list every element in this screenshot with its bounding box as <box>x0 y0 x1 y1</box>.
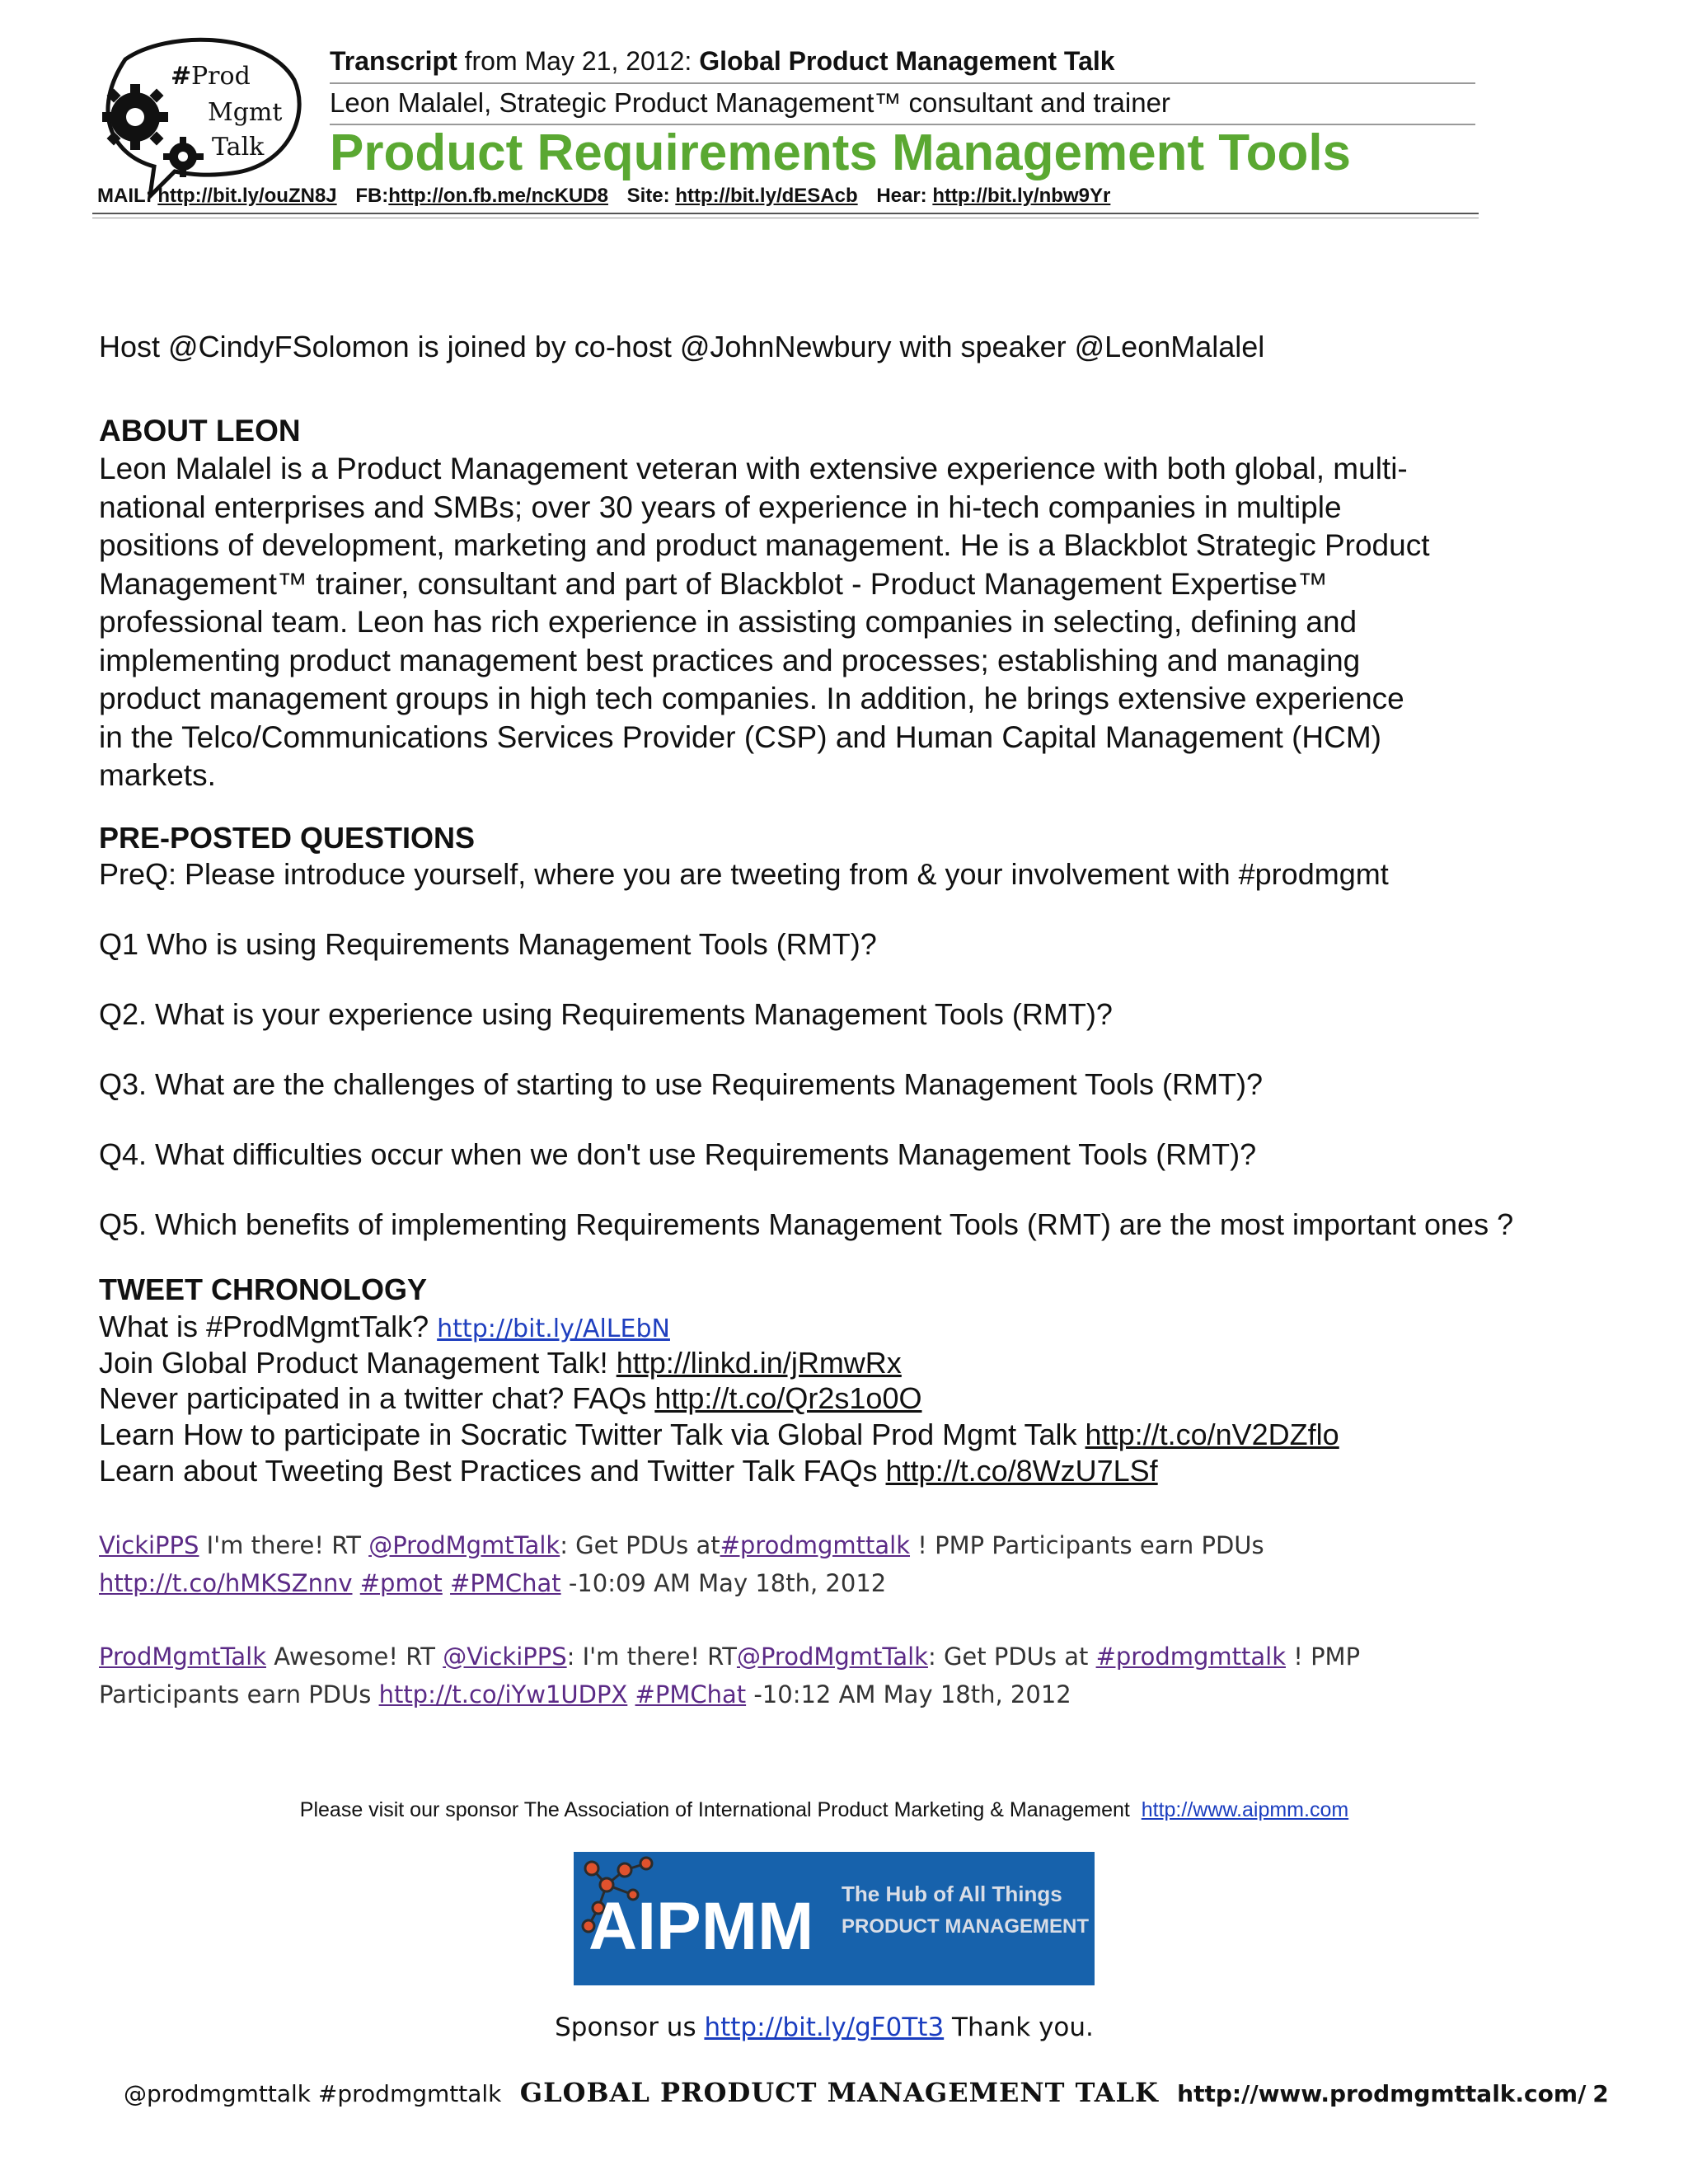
question-1: Q1 Who is using Requirements Management Tools (RMT)? <box>99 927 877 961</box>
question-5: Q5. Which benefits of implementing Requirements Management Tools (RMT) are the most important ones ? <box>99 1207 1514 1241</box>
question-2: Q2. What is your experience using Requirements Management Tools (RMT)? <box>99 997 1113 1031</box>
hashtag-link[interactable]: #pmot <box>359 1569 443 1597</box>
tweet-url-link[interactable]: http://t.co/iYw1UDPX <box>378 1680 628 1708</box>
about-line: Leon Malalel is a Product Management veteran with extensive experience with both global, multi- <box>99 452 1408 485</box>
hear-label: Hear: <box>876 185 927 207</box>
svg-text:Prod: Prod <box>191 62 251 91</box>
sponsor-us-text: Sponsor us <box>555 2013 696 2042</box>
mail-label: MAIL: <box>97 185 152 207</box>
preq: PreQ: Please introduce yourself, where you are tweeting from & your involvement with #prodmgmt <box>99 857 1389 891</box>
tweet-time: -10:09 AM May 18th, 2012 <box>568 1569 887 1597</box>
svg-text:#: # <box>171 62 192 91</box>
hear-link[interactable]: http://bit.ly/nbw9Yr <box>932 185 1111 207</box>
fb-label: FB: <box>355 185 389 207</box>
svg-text:AIPMM: AIPMM <box>588 1889 814 1964</box>
header-bottom-rule <box>92 213 1479 214</box>
chronology-line <box>99 1418 1339 1452</box>
about-line: product management groups in high tech companies. In addition, he brings extensive experience <box>99 682 1404 715</box>
chronology-line <box>99 1454 1158 1488</box>
chronology-text: What is #ProdMgmtTalk? <box>99 1310 429 1343</box>
gear-icon <box>102 84 168 150</box>
tweet-text: : Get PDUs at <box>927 1643 1089 1671</box>
preposted-heading: PRE-POSTED QUESTIONS <box>99 821 476 855</box>
footer-brand: GLOBAL PRODUCT MANAGEMENT TALK <box>519 2077 1159 2108</box>
site-link[interactable]: http://bit.ly/dESAcb <box>675 185 858 207</box>
sponsor-visit-line <box>0 1798 1648 1822</box>
question-3: Q3. What are the challenges of starting to use Requirements Management Tools (RMT)? <box>99 1067 1264 1101</box>
chronology-link[interactable]: http://t.co/nV2DZflo <box>1085 1418 1339 1451</box>
mail-link[interactable]: http://bit.ly/ouZN8J <box>157 185 337 207</box>
chronology-link[interactable]: http://t.co/Qr2s1o0O <box>654 1381 922 1415</box>
about-line: markets. <box>99 758 216 792</box>
page-title: Product Requirements Management Tools <box>330 124 1352 181</box>
sponsor-us-link[interactable]: http://bit.ly/gF0Tt3 <box>704 2013 945 2042</box>
fb-link[interactable]: http://on.fb.me/ncKUD8 <box>388 185 608 207</box>
svg-text:PRODUCT MANAGEMENT: PRODUCT MANAGEMENT <box>842 1915 1089 1938</box>
transcript-line <box>330 46 1115 77</box>
hashtag-link[interactable]: #PMChat <box>635 1680 747 1708</box>
site-label: Site: <box>626 185 670 207</box>
sponsor-visit-text: Please visit our sponsor The Association of International Product Marketing & Management <box>299 1798 1130 1821</box>
tweet-text: I'm there! RT <box>206 1531 361 1559</box>
chronology-text: Never participated in a twitter chat? FAQs <box>99 1381 647 1415</box>
tweet-text: ! PMP <box>1293 1643 1361 1671</box>
tweet-user-link[interactable]: VickiPPS <box>99 1531 199 1559</box>
tweet-text: Awesome! RT <box>274 1643 435 1671</box>
tweet-1 <box>99 1526 1550 1602</box>
prod-mgmt-talk-logo <box>92 35 307 199</box>
svg-text:Talk: Talk <box>212 133 265 162</box>
sponsor-us-line <box>0 2013 1648 2042</box>
tweet-user-link[interactable]: ProdMgmtTalk <box>99 1643 266 1671</box>
chronology-line <box>99 1381 921 1416</box>
footer-site[interactable]: http://www.prodmgmttalk.com/ <box>1177 2080 1587 2107</box>
hashtag-link[interactable]: #prodmgmttalk <box>720 1531 911 1559</box>
about-line: in the Telco/Communications Services Provider (CSP) and Human Capital Management (HCM) <box>99 719 1381 754</box>
footer-tags: @prodmgmttalk #prodmgmttalk <box>124 2080 502 2107</box>
sponsor-link[interactable]: http://www.aipmm.com <box>1141 1798 1349 1821</box>
chronology-link[interactable]: http://t.co/8WzU7LSf <box>885 1454 1158 1488</box>
tweet-text: Participants earn PDUs <box>99 1680 372 1708</box>
chronology-text: Join Global Product Management Talk! <box>99 1346 608 1380</box>
chronology-line <box>99 1346 902 1380</box>
speaker-line: Leon Malalel, Strategic Product Management™ consultant and trainer <box>330 87 1170 118</box>
about-heading: ABOUT LEON <box>99 414 301 448</box>
tweet-2 <box>99 1638 1550 1713</box>
svg-text:The Hub of All Things: The Hub of All Things <box>842 1882 1062 1906</box>
transcript-label: Transcript <box>330 46 457 76</box>
question-4: Q4. What difficulties occur when we don't use Requirements Management Tools (RMT)? <box>99 1137 1257 1171</box>
host-line: Host @CindyFSolomon is joined by co-host @JohnNewbury with speaker @LeonMalalel <box>99 330 1265 363</box>
chronology-line <box>99 1310 670 1344</box>
mention-link[interactable]: @ProdMgmtTalk <box>736 1643 928 1671</box>
about-line: national enterprises and SMBs; over 30 years of experience in hi-tech companies in multiple <box>99 490 1342 524</box>
transcript-date: from May 21, 2012: <box>464 46 692 76</box>
thanks-text: Thank you. <box>952 2013 1094 2042</box>
hashtag-link[interactable]: #prodmgmttalk <box>1095 1643 1286 1671</box>
tweet-url-link[interactable]: http://t.co/hMKSZnnv <box>99 1569 353 1597</box>
tweet-time: -10:12 AM May 18th, 2012 <box>753 1680 1071 1708</box>
chronology-heading: TWEET CHRONOLOGY <box>99 1272 427 1306</box>
aipmm-banner[interactable] <box>574 1852 1095 1985</box>
chronology-text: Learn about Tweeting Best Practices and Twitter Talk FAQs <box>99 1454 878 1488</box>
hashtag-link[interactable]: #PMChat <box>450 1569 561 1597</box>
chronology-link[interactable]: http://bit.ly/AlLEbN <box>437 1315 670 1343</box>
tweet-text: ! PMP Participants earn PDUs <box>917 1531 1264 1559</box>
mention-link[interactable]: @ProdMgmtTalk <box>368 1531 560 1559</box>
about-line: Management™ trainer, consultant and part of Blackblot - Product Management Expertise™ <box>99 566 1329 601</box>
chronology-link[interactable]: http://linkd.in/jRmwRx <box>616 1346 902 1380</box>
svg-text:Mgmt: Mgmt <box>208 98 283 127</box>
page-footer <box>124 2077 1609 2108</box>
tweet-text: : I'm there! RT <box>566 1643 737 1671</box>
about-paragraph <box>99 450 1566 795</box>
tweet-text: : Get PDUs at <box>560 1531 720 1559</box>
show-name: Global Product Management Talk <box>699 46 1115 76</box>
about-line: professional team. Leon has rich experience in assisting companies in selecting, defining and <box>99 605 1357 639</box>
header-divider <box>330 82 1475 84</box>
about-line: implementing product management best practices and processes; establishing and managing <box>99 643 1361 677</box>
page-number: 2 <box>1592 2080 1609 2107</box>
about-line: positions of development, marketing and product management. He is a Blackblot Strategic Product <box>99 528 1430 562</box>
chronology-text: Learn How to participate in Socratic Twitter Talk via Global Prod Mgmt Talk <box>99 1418 1077 1451</box>
mention-link[interactable]: @VickiPPS <box>443 1643 567 1671</box>
header-links <box>97 185 1110 208</box>
